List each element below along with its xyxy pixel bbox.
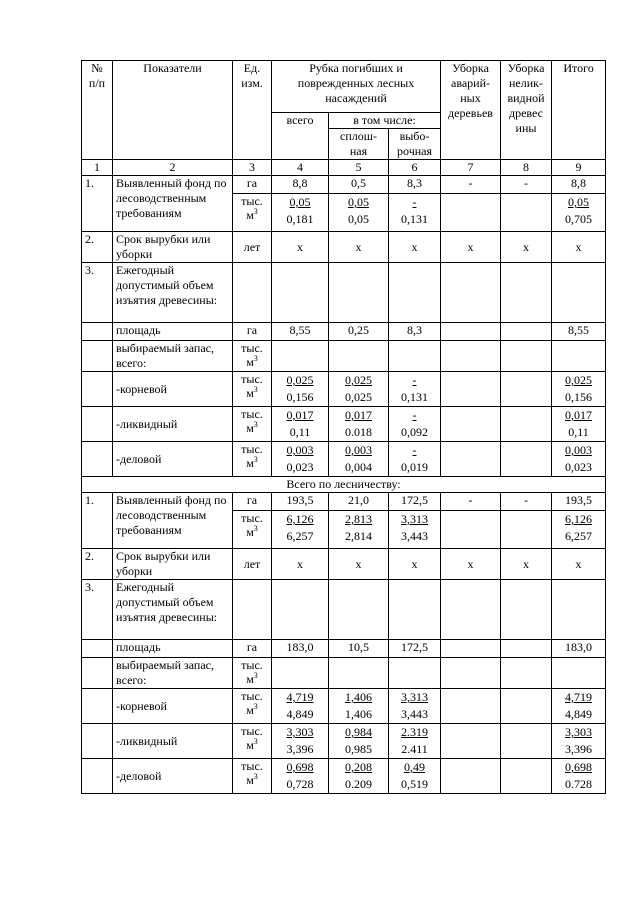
col-number: 8	[501, 160, 552, 176]
value-cell: 183,0	[552, 640, 606, 658]
empty-cell	[441, 341, 501, 372]
empty-cell	[82, 658, 113, 689]
value-denominator: 4,849	[286, 707, 314, 721]
value-numerator: 0,984	[345, 725, 372, 739]
col-number: 2	[113, 160, 233, 176]
empty-cell	[82, 724, 113, 759]
row-label: -корневой	[113, 372, 233, 407]
empty-cell	[272, 263, 329, 323]
col-number: 1	[82, 160, 113, 176]
value-cell: 8,3	[389, 323, 441, 341]
value-cell	[441, 407, 501, 442]
row-term	[82, 549, 606, 580]
value-cell	[272, 372, 329, 407]
value-denominator: 0,705	[565, 212, 592, 226]
value-numerator: 3,303	[565, 725, 592, 739]
value-cell	[441, 442, 501, 477]
value-denominator: 0,11	[289, 425, 311, 439]
value-cell: -	[441, 493, 501, 511]
value-cell	[272, 407, 329, 442]
value-cell: -	[441, 176, 501, 194]
empty-cell	[441, 580, 501, 640]
value-cell	[501, 724, 552, 759]
row-area	[82, 323, 606, 341]
row-label: Срок вырубки или уборки	[113, 549, 233, 580]
total-title-row	[82, 477, 606, 493]
header-col-all: всего	[272, 113, 329, 160]
unit-cell	[233, 407, 272, 442]
value-cell	[389, 759, 441, 794]
value-denominator: 6,257	[286, 529, 314, 543]
total-title: Всего по лесничеству:	[82, 477, 606, 493]
unit-text: тыс. м	[241, 341, 263, 369]
row-stock	[82, 341, 606, 372]
value-cell	[272, 194, 329, 232]
value-numerator: 0,017	[565, 408, 592, 422]
value-denominator: 0,05	[348, 212, 369, 226]
row-annual-heading	[82, 580, 606, 640]
value-cell	[441, 194, 501, 232]
value-cell	[329, 442, 389, 477]
value-numerator: 0,05	[289, 195, 311, 209]
value-numerator: 4,719	[565, 690, 592, 704]
value-cell: -	[501, 493, 552, 511]
value-cell	[501, 372, 552, 407]
unit-superscript: 3	[253, 737, 258, 746]
empty-cell	[82, 759, 113, 794]
empty-cell	[82, 442, 113, 477]
unit-text: тыс. м	[241, 372, 263, 400]
header-col-group: Рубка погибших и поврежденных лесных насаждений	[272, 61, 441, 113]
value-denominator: 1,406	[345, 707, 372, 721]
value-denominator: 0,11	[568, 425, 589, 439]
value-numerator: 2.319	[401, 725, 428, 739]
value-cell	[329, 194, 389, 232]
value-numerator: 0,003	[345, 443, 372, 457]
value-numerator: 0,017	[286, 408, 314, 422]
value-cell	[501, 442, 552, 477]
empty-cell	[329, 263, 389, 323]
row-business	[82, 759, 606, 794]
value-cell: х	[441, 232, 501, 263]
header-col-8: Уборка нелик-видной древес ины	[501, 61, 552, 160]
value-cell: х	[501, 232, 552, 263]
empty-cell	[501, 580, 552, 640]
value-cell	[441, 372, 501, 407]
value-cell: 193,5	[552, 493, 606, 511]
value-denominator: 0,519	[401, 777, 428, 791]
value-cell	[552, 407, 606, 442]
empty-cell	[552, 341, 606, 372]
empty-cell	[441, 658, 501, 689]
value-numerator: 0,025	[565, 373, 592, 387]
value-denominator: 3,443	[401, 707, 428, 721]
unit-cell	[233, 724, 272, 759]
value-numerator: 0,017	[345, 408, 372, 422]
unit-cell	[233, 511, 272, 549]
empty-cell	[552, 580, 606, 640]
unit-cell	[233, 442, 272, 477]
unit-text: тыс. м	[241, 759, 263, 787]
value-cell: 8,3	[389, 176, 441, 194]
col-number: 3	[233, 160, 272, 176]
row-number: 1.	[82, 176, 113, 232]
value-cell: 172,5	[389, 493, 441, 511]
unit-superscript: 3	[253, 385, 258, 394]
value-numerator: 3,313	[401, 690, 428, 704]
header-col-sub: в том числе:	[329, 113, 441, 129]
value-denominator: 0,985	[345, 742, 372, 756]
header-col-selective: выбо-рочная	[389, 129, 441, 160]
value-cell	[501, 640, 552, 658]
empty-cell	[82, 341, 113, 372]
value-numerator: 0,025	[345, 373, 372, 387]
value-numerator: 0,05	[348, 195, 369, 209]
value-numerator: 0,49	[404, 760, 425, 774]
value-denominator: 3,396	[565, 742, 592, 756]
value-numerator: 1,406	[345, 690, 372, 704]
value-cell	[552, 372, 606, 407]
value-cell	[501, 407, 552, 442]
unit-cell	[233, 341, 272, 372]
value-denominator: 0,025	[345, 390, 372, 404]
value-numerator: 3,313	[401, 512, 428, 526]
column-numbers-row	[82, 160, 606, 176]
value-numerator: 0,025	[286, 373, 314, 387]
empty-cell	[501, 658, 552, 689]
unit-text: тыс. м	[241, 194, 263, 222]
row-root	[82, 372, 606, 407]
empty-cell	[389, 658, 441, 689]
value-cell	[329, 689, 389, 724]
value-cell	[552, 194, 606, 232]
value-denominator: 0.728	[565, 777, 592, 791]
row-label: -ликвидный	[113, 724, 233, 759]
empty-cell	[272, 341, 329, 372]
value-denominator: 2,814	[345, 529, 372, 543]
value-denominator: 0,728	[286, 777, 314, 791]
unit-cell: га	[233, 493, 272, 511]
value-cell: 8,8	[272, 176, 329, 194]
empty-cell	[501, 263, 552, 323]
unit-superscript: 3	[253, 772, 258, 781]
value-numerator: 0,698	[286, 760, 314, 774]
value-cell: х	[389, 549, 441, 580]
value-cell	[389, 194, 441, 232]
value-cell: х	[329, 549, 389, 580]
value-cell: 183,0	[272, 640, 329, 658]
value-cell	[389, 511, 441, 549]
value-cell	[389, 689, 441, 724]
value-cell	[552, 689, 606, 724]
value-numerator: 6,126	[286, 512, 314, 526]
value-numerator: 0,208	[345, 760, 372, 774]
value-cell	[329, 407, 389, 442]
unit-superscript: 3	[253, 702, 258, 711]
row-label: площадь	[113, 323, 233, 341]
empty-cell	[82, 640, 113, 658]
col-number: 7	[441, 160, 501, 176]
value-cell	[441, 759, 501, 794]
value-numerator: 0,003	[565, 443, 592, 457]
value-cell	[552, 511, 606, 549]
unit-cell: га	[233, 640, 272, 658]
value-cell	[552, 759, 606, 794]
value-cell	[329, 759, 389, 794]
row-label: выбираемый запас, всего:	[113, 341, 233, 372]
value-denominator: 6,257	[565, 529, 592, 543]
row-label: -деловой	[113, 759, 233, 794]
empty-cell	[329, 658, 389, 689]
value-cell: -	[501, 176, 552, 194]
value-numerator: 0,003	[286, 443, 314, 457]
unit-cell	[233, 194, 272, 232]
value-cell: х	[552, 549, 606, 580]
empty-cell	[441, 263, 501, 323]
unit-text: тыс. м	[241, 724, 263, 752]
value-denominator: 0,131	[401, 390, 428, 404]
row-label: Выявленный фонд по лесоводственным требованиям	[113, 493, 233, 549]
empty-cell	[501, 341, 552, 372]
value-numerator: -	[412, 195, 417, 209]
value-cell	[389, 724, 441, 759]
value-cell	[389, 442, 441, 477]
empty-cell	[272, 658, 329, 689]
value-denominator: 2.411	[401, 742, 428, 756]
row-term	[82, 232, 606, 263]
row-label: -ликвидный	[113, 407, 233, 442]
value-cell	[501, 689, 552, 724]
value-cell: 10,5	[329, 640, 389, 658]
value-cell: 172,5	[389, 640, 441, 658]
row-number: 3.	[82, 580, 113, 640]
value-cell: х	[552, 232, 606, 263]
value-numerator: -	[412, 443, 417, 457]
empty-cell	[82, 407, 113, 442]
unit-text: тыс. м	[241, 689, 263, 717]
header-col-unit: Ед. изм.	[233, 61, 272, 160]
value-numerator: 2,813	[345, 512, 372, 526]
value-cell	[272, 759, 329, 794]
row-liquid	[82, 724, 606, 759]
unit-superscript: 3	[253, 455, 258, 464]
value-cell: 21,0	[329, 493, 389, 511]
value-denominator: 0,004	[345, 460, 372, 474]
value-cell	[272, 724, 329, 759]
row-label: Выявленный фонд по лесоводственным требованиям	[113, 176, 233, 232]
row-number: 2.	[82, 549, 113, 580]
row-business	[82, 442, 606, 477]
row-label: Ежегодный допустимый объем изъятия древесины:	[113, 580, 233, 640]
row-label: -корневой	[113, 689, 233, 724]
empty-cell	[552, 658, 606, 689]
col-number: 9	[552, 160, 606, 176]
value-cell: х	[389, 232, 441, 263]
value-cell	[272, 442, 329, 477]
value-denominator: 0.018	[345, 425, 372, 439]
header-col-no: № п/п	[82, 61, 113, 160]
unit-cell	[233, 689, 272, 724]
unit-superscript: 3	[253, 354, 258, 363]
value-cell: 8,55	[272, 323, 329, 341]
col-number: 6	[389, 160, 441, 176]
value-denominator: 0,156	[565, 390, 592, 404]
col-number: 5	[329, 160, 389, 176]
value-cell	[552, 442, 606, 477]
header-row-1	[82, 61, 606, 113]
unit-text: тыс. м	[241, 407, 263, 435]
value-cell	[441, 640, 501, 658]
value-cell	[441, 689, 501, 724]
value-denominator: 0,023	[565, 460, 592, 474]
value-cell: 0,25	[329, 323, 389, 341]
value-cell: 8,8	[552, 176, 606, 194]
empty-cell	[82, 372, 113, 407]
value-denominator: 0.209	[345, 777, 372, 791]
empty-cell	[329, 341, 389, 372]
value-numerator: 0,05	[568, 195, 589, 209]
empty-cell	[272, 580, 329, 640]
value-cell	[501, 759, 552, 794]
value-numerator: 3,303	[286, 725, 314, 739]
value-numerator: -	[412, 373, 417, 387]
unit-cell	[233, 372, 272, 407]
value-denominator: 3,443	[401, 529, 428, 543]
value-cell: х	[272, 549, 329, 580]
empty-cell	[82, 689, 113, 724]
unit-cell	[233, 658, 272, 689]
value-cell	[329, 372, 389, 407]
empty-cell	[233, 263, 272, 323]
empty-cell	[329, 580, 389, 640]
row-stock	[82, 658, 606, 689]
unit-cell	[233, 759, 272, 794]
value-cell: х	[441, 549, 501, 580]
row-liquid	[82, 407, 606, 442]
value-denominator: 0,131	[401, 212, 428, 226]
value-cell	[441, 724, 501, 759]
value-denominator: 0,092	[401, 425, 428, 439]
empty-cell	[389, 341, 441, 372]
value-denominator: 0,023	[286, 460, 314, 474]
unit-cell: лет	[233, 232, 272, 263]
row-area	[82, 640, 606, 658]
value-cell: 8,55	[552, 323, 606, 341]
row-fund-area	[82, 493, 606, 511]
unit-superscript: 3	[253, 207, 258, 216]
value-numerator: 6,126	[565, 512, 592, 526]
value-cell: х	[329, 232, 389, 263]
unit-text: тыс. м	[241, 442, 263, 470]
value-numerator: 0,698	[565, 760, 592, 774]
unit-text: тыс. м	[241, 511, 263, 539]
row-number: 2.	[82, 232, 113, 263]
row-fund-area	[82, 176, 606, 194]
empty-cell	[82, 323, 113, 341]
value-cell	[552, 724, 606, 759]
value-cell	[272, 689, 329, 724]
row-number: 3.	[82, 263, 113, 323]
value-cell	[501, 511, 552, 549]
value-cell	[329, 511, 389, 549]
value-cell: х	[501, 549, 552, 580]
value-cell	[501, 323, 552, 341]
value-cell: 193,5	[272, 493, 329, 511]
forest-report-table	[81, 60, 606, 794]
row-number: 1.	[82, 493, 113, 549]
empty-cell	[389, 263, 441, 323]
header-col-7: Уборка аварий-ных деревьев	[441, 61, 501, 160]
header-col-total: Итого	[552, 61, 606, 160]
unit-superscript: 3	[253, 671, 258, 680]
value-cell	[441, 511, 501, 549]
value-denominator: 0,019	[401, 460, 428, 474]
row-label: Ежегодный допустимый объем изъятия древесины:	[113, 263, 233, 323]
col-number: 4	[272, 160, 329, 176]
empty-cell	[389, 580, 441, 640]
row-label: площадь	[113, 640, 233, 658]
unit-cell: га	[233, 323, 272, 341]
value-cell	[501, 194, 552, 232]
unit-superscript: 3	[253, 524, 258, 533]
unit-superscript: 3	[253, 420, 258, 429]
value-cell: 0,5	[329, 176, 389, 194]
value-cell	[441, 323, 501, 341]
value-denominator: 3,396	[286, 742, 314, 756]
value-cell: х	[272, 232, 329, 263]
empty-cell	[233, 580, 272, 640]
value-denominator: 4,849	[565, 707, 592, 721]
value-denominator: 0,156	[286, 390, 314, 404]
value-numerator: -	[412, 408, 417, 422]
header-col-clear: сплош-ная	[329, 129, 389, 160]
unit-cell: га	[233, 176, 272, 194]
value-cell	[272, 511, 329, 549]
row-annual-heading	[82, 263, 606, 323]
row-label: выбираемый запас, всего:	[113, 658, 233, 689]
value-cell	[329, 724, 389, 759]
unit-cell: лет	[233, 549, 272, 580]
value-cell	[389, 407, 441, 442]
value-numerator: 4,719	[286, 690, 314, 704]
value-cell	[389, 372, 441, 407]
header-col-indicators: Показатели	[113, 61, 233, 160]
row-root	[82, 689, 606, 724]
row-label: -деловой	[113, 442, 233, 477]
value-denominator: 0,181	[286, 212, 314, 226]
empty-cell	[552, 263, 606, 323]
row-label: Срок вырубки или уборки	[113, 232, 233, 263]
unit-text: тыс. м	[241, 658, 263, 686]
